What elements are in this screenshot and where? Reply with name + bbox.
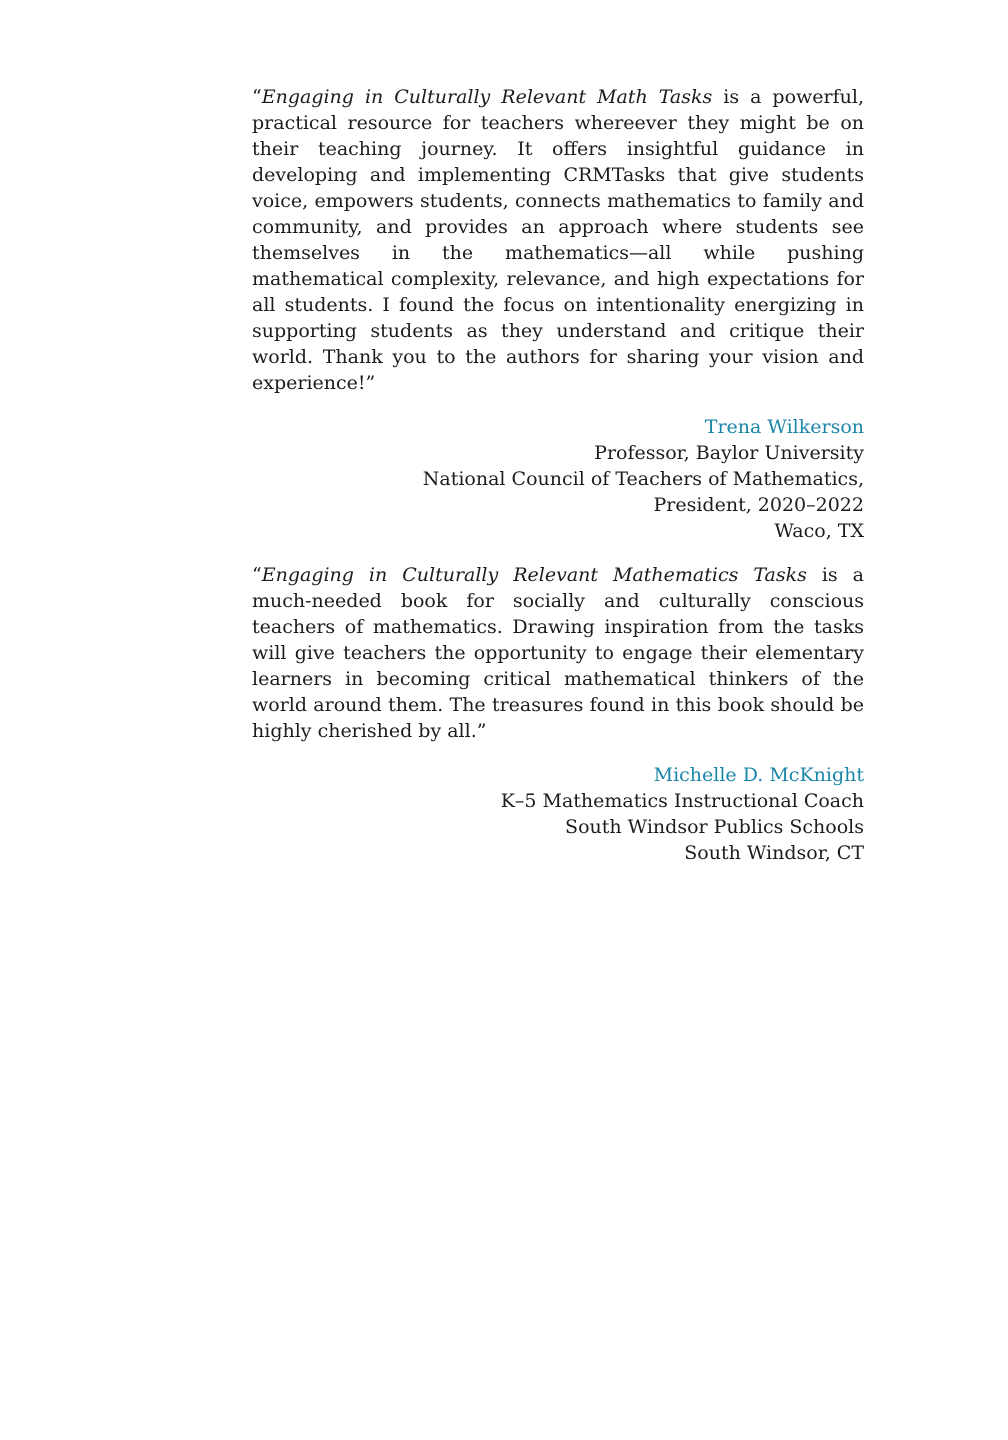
testimonial-1 (252, 84, 864, 544)
quote-body: is a much-needed book for socially and culturally conscious teachers of mathematics. Drawing inspiration from the tasks will give teachers the opportunity to engage their elementary learners in becoming critical mathematical thinkers of the world around them. The treasures found in this book should be highly cherished by all.” (252, 564, 864, 742)
testimonial-quote (252, 84, 864, 396)
author-affiliation: Professor, Baylor University (594, 442, 864, 464)
attribution (252, 762, 864, 866)
quote-body: is a powerful, practical resource for teachers whereever they might be on their teaching journey. It offers insightful guidance in developing and implementing CRMTasks that give students voice, empowers students, connects mathematics to family and community, and provides an approach where students see themselves in the mathematics—all while pushing mathematical complexity, relevance, and high expectations for all students. I found the focus on intentionality energizing in supporting students as they understand and critique their world. Thank you to the authors for sharing your vision and experience!” (252, 86, 865, 394)
author-location: South Windsor, CT (684, 842, 864, 864)
author-name: Trena Wilkerson (704, 416, 864, 438)
book-title: Engaging in Culturally Relevant Mathematics Tasks (261, 564, 807, 586)
testimonials-page (252, 84, 864, 884)
author-name: Michelle D. McKnight (653, 764, 864, 786)
attribution (252, 414, 864, 544)
author-affiliation: K–5 Mathematics Instructional Coach (500, 790, 864, 812)
author-affiliation: South Windsor Publics Schools (565, 816, 864, 838)
testimonial-quote (252, 562, 864, 744)
open-quote-mark: “ (252, 86, 262, 108)
open-quote-mark: “ (252, 564, 262, 586)
author-location: Waco, TX (774, 520, 864, 542)
testimonial-2 (252, 562, 864, 866)
book-title: Engaging in Culturally Relevant Math Tasks (261, 86, 713, 108)
author-affiliation: President, 2020–2022 (653, 494, 864, 516)
author-affiliation: National Council of Teachers of Mathematics, (422, 468, 864, 490)
